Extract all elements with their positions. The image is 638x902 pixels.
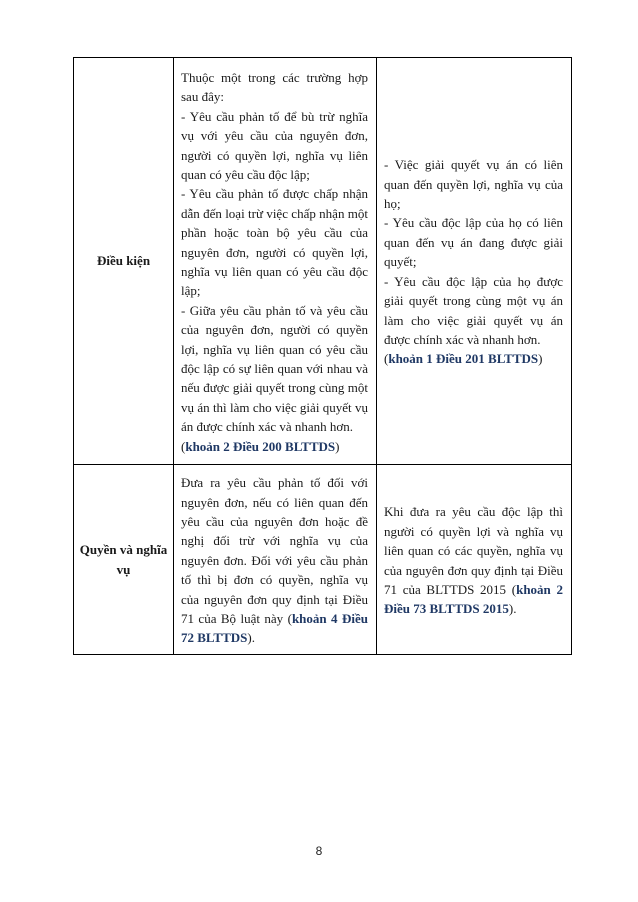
independent-claim-rights-cell: Khi đưa ra yêu cầu độc lập thì người có quyền lợi và nghĩa vụ liên quan có các quyền, nghĩa vụ của nguyên đơn quy định tại Điều 71 của BLTTDS 2015 (khoản 2 Điều 73 BLTTDS 2015). — [377, 465, 572, 655]
table-row-conditions — [74, 58, 572, 465]
counterclaim-rights-text: Đưa ra yêu cầu phản tố đối với nguyên đơn, nếu có liên quan đến yêu cầu của nguyên đơn hoặc đề nghị đối trừ với nghĩa vụ của nguyên đơn. Đối với yêu cầu phản tố thì bị đơn có quyền, nghĩa vụ của nguyên đơn quy định tại Điều 71 của Bộ luật này — [181, 475, 368, 627]
row-label-text: Điều kiện — [96, 253, 151, 269]
independent-reference: (khoản 1 Điều 201 BLTTDS) — [384, 351, 543, 367]
independent-condition-item: - Việc giải quyết vụ án có liên quan đến quyền lợi, nghĩa vụ của họ; — [384, 157, 563, 212]
counterclaim-rights-cell: Đưa ra yêu cầu phản tố đối với nguyên đơn, nếu có liên quan đến yêu cầu của nguyên đơn hoặc đề nghị đối trừ với nghĩa vụ của nguyên đơn. Đối với yêu cầu phản tố thì bị đơn có quyền, nghĩa vụ của nguyên đơn quy định tại Điều 71 của Bộ luật này (khoản 4 Điều 72 BLTTDS). — [174, 465, 377, 655]
legal-reference: khoản 2 Điều 73 BLTTDS 2015 — [384, 581, 563, 617]
independent-condition-item: - Yêu cầu độc lập của họ được giải quyết trong cùng một vụ án làm cho việc giải quyết vụ án được chính xác và nhanh hơn. — [384, 273, 563, 347]
comparison-table — [73, 57, 572, 655]
independent-rights-text: Khi đưa ra yêu cầu độc lập thì người có quyền lợi và nghĩa vụ liên quan có các quyền, nghĩa vụ của nguyên đơn quy định tại Điều 71 của BLTTDS 2015 — [384, 504, 563, 597]
counterclaim-condition-item: - Yêu cầu phản tố để bù trừ nghĩa vụ với yêu cầu của nguyên đơn, người có quyền lợi, nghĩa vụ liên quan có yêu cầu độc lập; — [181, 108, 368, 182]
counterclaim-condition-item: - Yêu cầu phản tố được chấp nhận dẫn đến loại trừ việc chấp nhận một phần hoặc toàn bộ yêu cầu của nguyên đơn, người có quyền lợi, nghĩa vụ liên quan có yêu cầu độc lập; — [181, 186, 368, 299]
row-label-text: Quyền và nghĩa vụ — [79, 542, 168, 577]
page-number: 8 — [315, 844, 323, 858]
legal-reference: khoản 1 Điều 201 BLTTDS — [388, 351, 539, 367]
table-row-rights-obligations — [74, 465, 572, 655]
counterclaim-condition-item: - Giữa yêu cầu phản tố và yêu cầu của nguyên đơn, người có quyền lợi, nghĩa vụ liên quan có yêu cầu độc lập có sự liên quan với nhau và nếu được giải quyết trong cùng một vụ án thì làm cho việc giải quyết vụ án được chính xác và nhanh hơn. — [181, 302, 368, 435]
legal-reference: khoản 4 Điều 72 BLTTDS — [181, 611, 368, 646]
row-label-rights — [74, 465, 174, 655]
counterclaim-reference: (khoản 2 Điều 200 BLTTDS) — [181, 438, 340, 454]
legal-reference: khoản 2 Điều 200 BLTTDS — [185, 438, 336, 454]
independent-condition-item: - Yêu cầu độc lập của họ có liên quan đến vụ án đang được giải quyết; — [384, 215, 563, 270]
counterclaim-intro: Thuộc một trong các trường hợp sau đây: — [181, 69, 368, 105]
counterclaim-conditions-cell — [174, 58, 377, 465]
independent-claim-conditions-cell — [377, 58, 572, 465]
row-label-conditions — [74, 58, 174, 465]
